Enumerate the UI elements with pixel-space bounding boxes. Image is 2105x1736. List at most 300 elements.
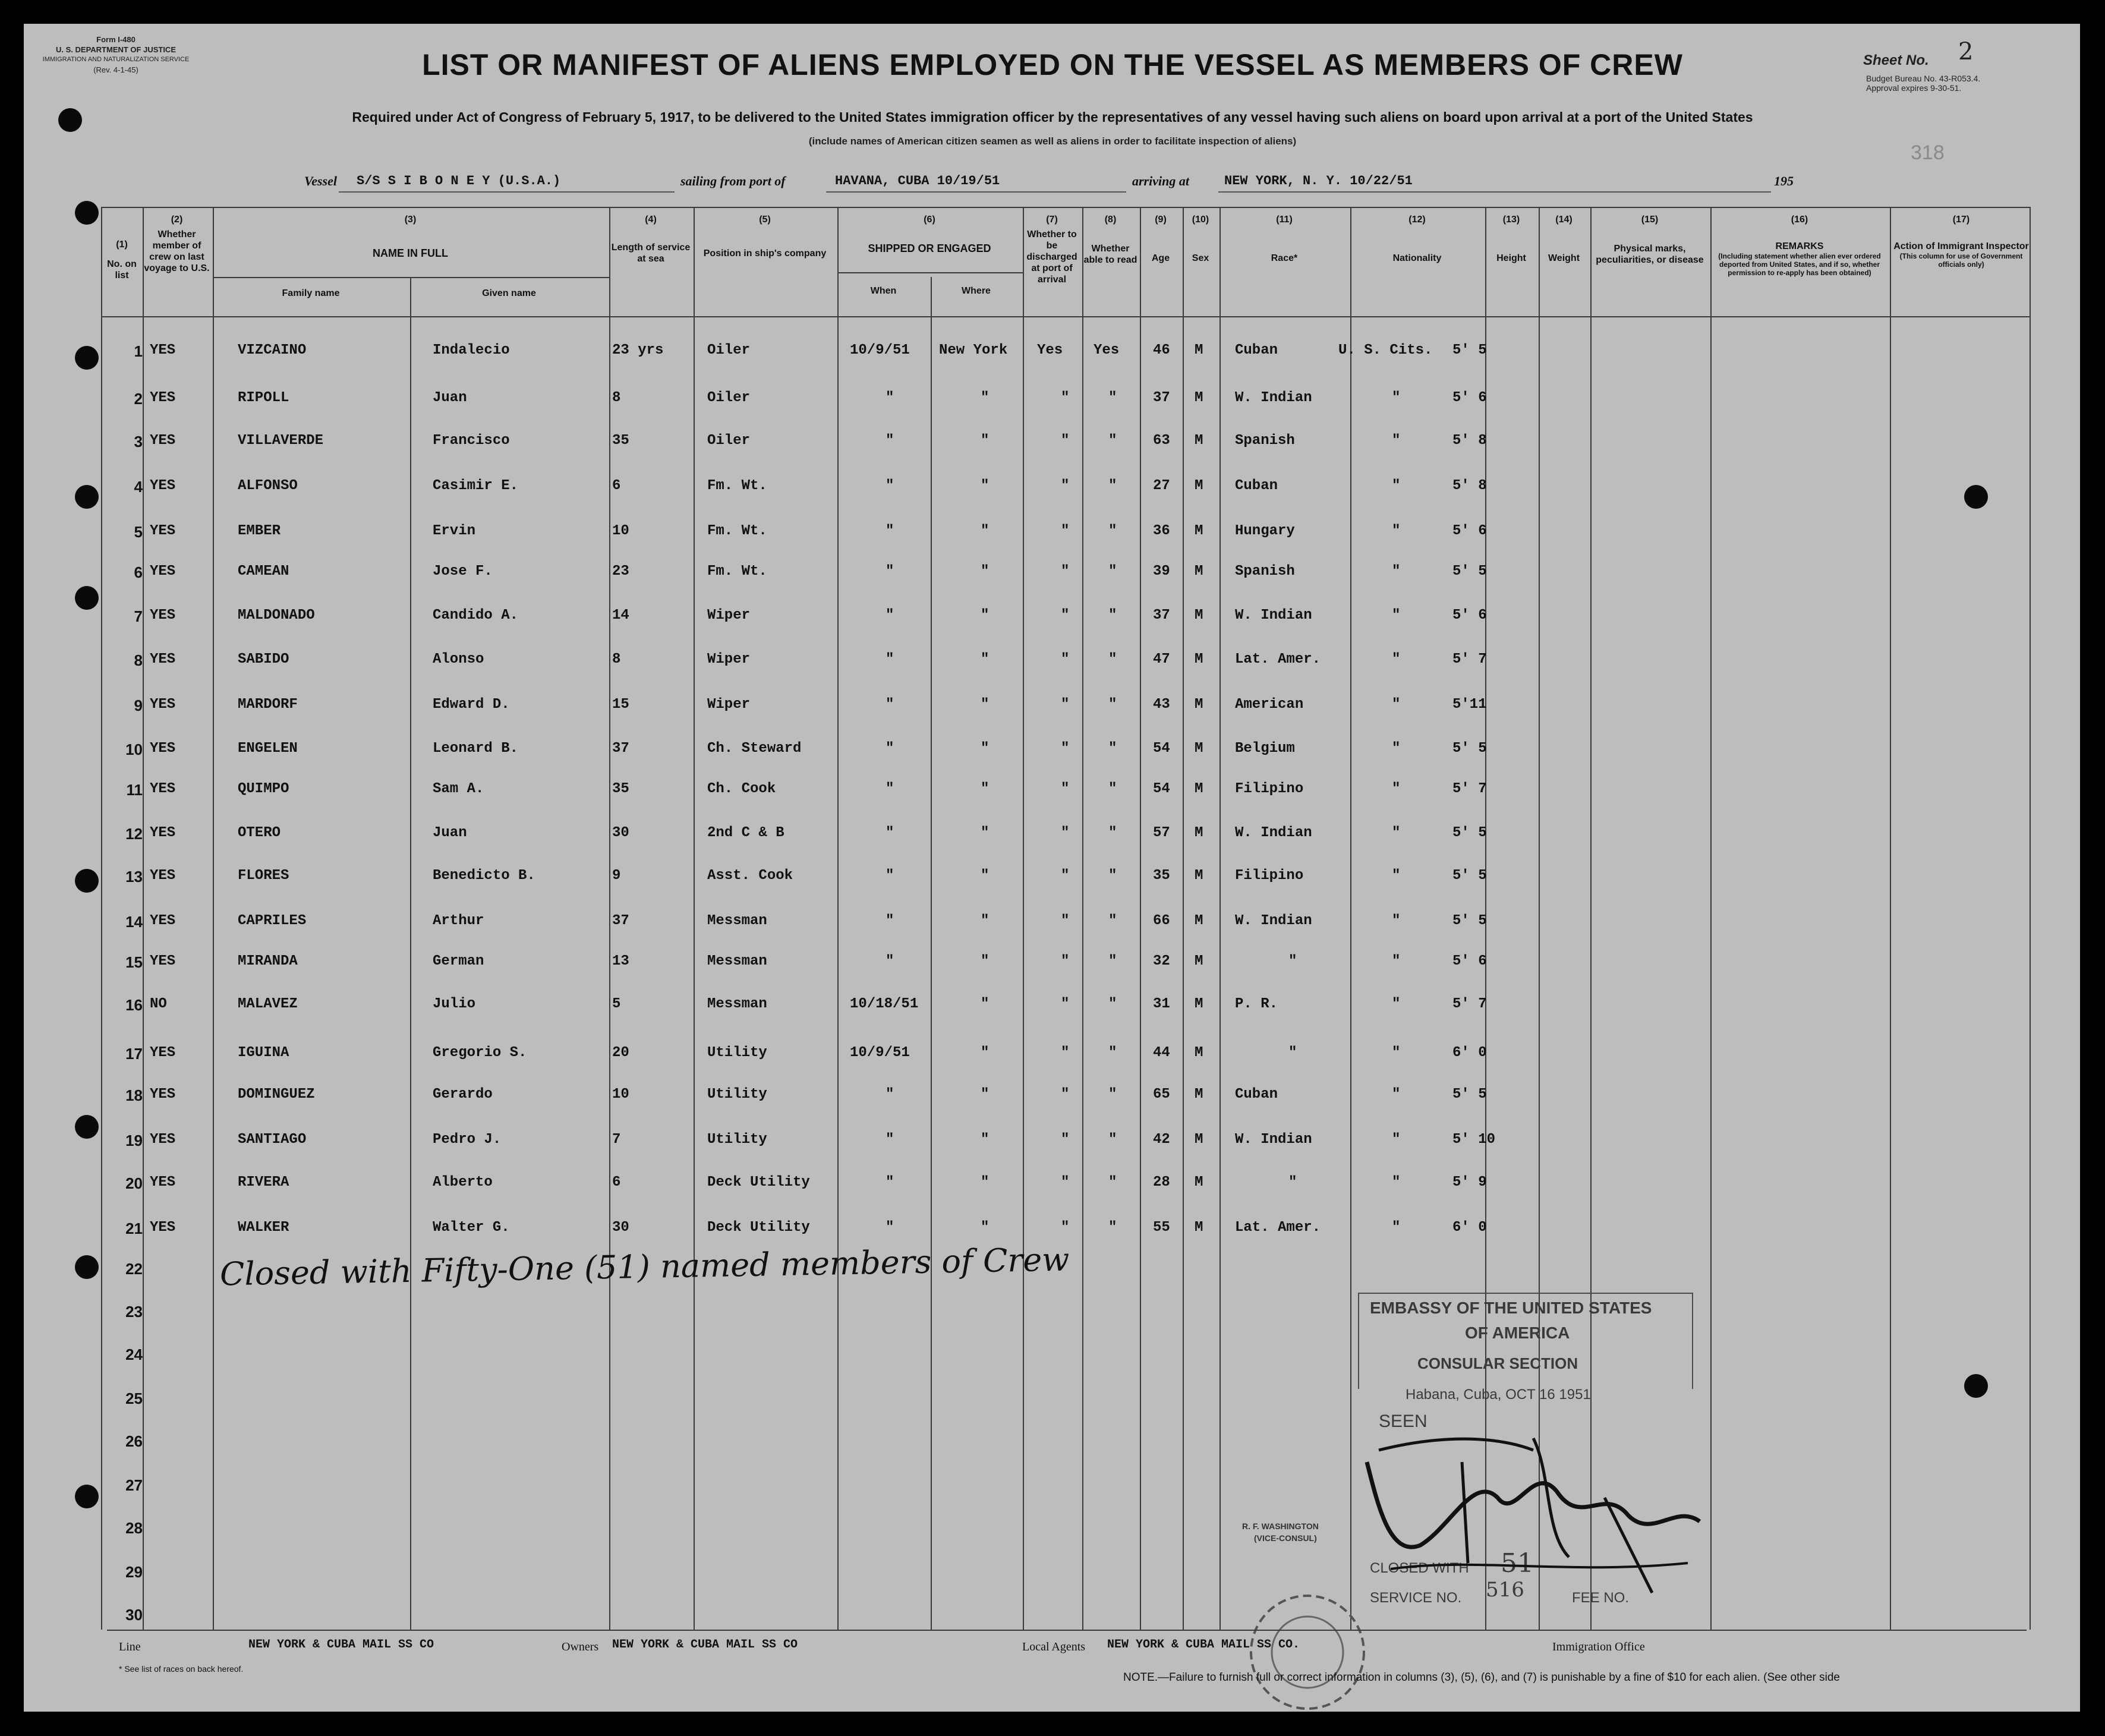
row-number: 25 — [125, 1390, 143, 1407]
punch-hole — [75, 1485, 99, 1508]
length-of-service-cell: 30 — [612, 1220, 629, 1236]
previous-voyage-cell: YES — [150, 953, 176, 969]
age-cell: 54 — [1153, 781, 1170, 797]
shipped-where-cell: " — [981, 1220, 990, 1236]
height-cell: 5' 6 — [1452, 523, 1487, 539]
family-name-cell: EMBER — [238, 523, 281, 539]
col-9-header: (9) Age — [1151, 215, 1170, 263]
punch-hole — [75, 201, 99, 225]
column-rule — [1140, 207, 1141, 1630]
shipped-when-cell: " — [886, 563, 894, 579]
col-2-header: (2) Whether member of crew on last voyage to U.S. — [144, 215, 210, 273]
height-cell: 5' 8 — [1452, 478, 1487, 494]
height-cell: 5' 10 — [1452, 1132, 1496, 1148]
age-cell: 46 — [1153, 342, 1170, 358]
table-top-rule — [101, 207, 2031, 208]
previous-voyage-cell: NO — [150, 996, 167, 1012]
nationality-cell: " — [1392, 563, 1401, 579]
race-cell: Cuban — [1235, 1086, 1278, 1102]
col-15-header: (15) Physical marks, peculiarities, or disease — [1596, 215, 1704, 265]
shipped-when-cell: " — [886, 390, 894, 406]
row-number: 11 — [126, 781, 143, 799]
given-name-cell: Indalecio — [433, 342, 510, 358]
race-cell: Filipino — [1235, 781, 1304, 797]
race-cell: Cuban — [1235, 342, 1278, 358]
previous-voyage-cell: YES — [150, 825, 176, 841]
age-cell: 28 — [1153, 1174, 1170, 1190]
nationality-cell: " — [1392, 1174, 1401, 1190]
given-name-cell: Benedicto B. — [433, 868, 535, 884]
column-rule — [694, 207, 695, 1630]
nationality-cell: " — [1392, 825, 1401, 841]
closed-with-value: 51 — [1501, 1548, 1534, 1579]
line-label: Line — [119, 1640, 141, 1653]
discharged-cell: " — [1061, 741, 1070, 757]
sex-cell: M — [1195, 781, 1203, 797]
nationality-cell: " — [1392, 1220, 1401, 1236]
row-number: 24 — [125, 1346, 143, 1363]
family-name-cell: ENGELEN — [238, 741, 298, 757]
length-of-service-cell: 23 yrs — [612, 342, 664, 358]
sex-cell: M — [1195, 478, 1203, 494]
col-1-header: (1) No. on list — [107, 240, 137, 281]
column-rule — [1710, 207, 1712, 1630]
length-of-service-cell: 37 — [612, 913, 629, 929]
given-name-cell: Candido A. — [433, 607, 519, 623]
able-to-read-cell: " — [1108, 697, 1117, 713]
office-label: Immigration Office — [1552, 1640, 1645, 1653]
discharged-cell: " — [1061, 996, 1070, 1012]
given-name-cell: Arthur — [433, 913, 484, 929]
length-of-service-cell: 10 — [612, 523, 629, 539]
row-number: 12 — [125, 825, 143, 843]
column-rule — [143, 207, 144, 1630]
given-name-cell: Sam A. — [433, 781, 484, 797]
vessel-line — [0, 174, 2105, 197]
column-rule — [1350, 207, 1351, 1630]
discharged-cell: " — [1061, 1174, 1070, 1190]
position-cell: Utility — [707, 1045, 767, 1061]
height-cell: 5' 7 — [1452, 781, 1487, 797]
shipped-where-cell: " — [981, 433, 990, 449]
length-of-service-cell: 8 — [612, 651, 621, 667]
given-name-cell: Edward D. — [433, 697, 510, 713]
stamp-line-3: CONSULAR SECTION — [1417, 1354, 1578, 1372]
sex-cell: M — [1195, 697, 1203, 713]
shipped-when-cell: " — [886, 825, 894, 841]
shipped-when-cell: " — [886, 1174, 894, 1190]
able-to-read-cell: " — [1108, 1174, 1117, 1190]
length-of-service-cell: 20 — [612, 1045, 629, 1061]
shipped-when-cell: " — [886, 741, 894, 757]
row-number: 9 — [134, 697, 143, 714]
row-number: 23 — [125, 1303, 143, 1321]
stamp-border — [1358, 1293, 1693, 1389]
sex-cell: M — [1195, 523, 1203, 539]
height-cell: 5' 5 — [1452, 913, 1487, 929]
length-of-service-cell: 30 — [612, 825, 629, 841]
column-rule — [1890, 207, 1891, 1630]
given-name-cell: Jose F. — [433, 563, 493, 579]
nationality-cell: U. S. Cits. — [1338, 342, 1433, 358]
penalty-note: NOTE.—Failure to furnish full or correct information in columns (3), (5), (6), and (7) is punishable by a fine of $10 for each alien. (See other side — [1123, 1671, 1840, 1684]
able-to-read-cell: " — [1108, 741, 1117, 757]
shipped-when-cell: " — [886, 607, 894, 623]
row-number: 10 — [125, 741, 143, 758]
service-no-label: SERVICE NO. — [1370, 1590, 1462, 1606]
position-cell: Asst. Cook — [707, 868, 793, 884]
nationality-cell: " — [1392, 781, 1401, 797]
service-name: IMMIGRATION AND NATURALIZATION SERVICE — [42, 56, 190, 63]
sex-cell: M — [1195, 390, 1203, 406]
length-of-service-cell: 5 — [612, 996, 621, 1012]
row-number: 8 — [134, 651, 143, 669]
height-cell: 5' 5 — [1452, 342, 1487, 358]
shipped-where-cell: " — [981, 741, 990, 757]
sex-cell: M — [1195, 868, 1203, 884]
able-to-read-cell: " — [1108, 1086, 1117, 1102]
col-10-header: (10) Sex — [1192, 215, 1209, 263]
column-rule — [609, 207, 610, 1630]
discharged-cell: " — [1061, 1132, 1070, 1148]
position-cell: Ch. Steward — [707, 741, 802, 757]
races-note: * See list of races on back hereof. — [119, 1664, 244, 1674]
age-cell: 54 — [1153, 741, 1170, 757]
family-name-cell: MARDORF — [238, 697, 298, 713]
able-to-read-cell: " — [1108, 523, 1117, 539]
able-to-read-cell: " — [1108, 1220, 1117, 1236]
race-cell: Filipino — [1235, 868, 1304, 884]
age-cell: 42 — [1153, 1132, 1170, 1148]
family-name-cell: RIVERA — [238, 1174, 289, 1190]
shipped-when-cell: " — [886, 523, 894, 539]
col-14-header: (14) Weight — [1548, 215, 1580, 263]
race-cell: Lat. Amer. — [1235, 651, 1321, 667]
age-cell: 37 — [1153, 607, 1170, 623]
nationality-cell: " — [1392, 741, 1401, 757]
discharged-cell: " — [1061, 1220, 1070, 1236]
stamp-line-1: EMBASSY OF THE UNITED STATES — [1370, 1299, 1652, 1317]
shipped-where-cell: " — [981, 1174, 990, 1190]
discharged-cell: " — [1061, 913, 1070, 929]
nationality-cell: " — [1392, 523, 1401, 539]
sailing-label: sailing from port of — [680, 174, 786, 188]
able-to-read-cell: " — [1108, 996, 1117, 1012]
punch-hole — [75, 869, 99, 893]
age-cell: 27 — [1153, 478, 1170, 494]
budget-number: Budget Bureau No. 43-R053.4. — [1866, 74, 1981, 83]
shipped-when-cell: " — [886, 1086, 894, 1102]
family-name-cell: MIRANDA — [238, 953, 298, 969]
discharged-cell: " — [1061, 478, 1070, 494]
nationality-cell: " — [1392, 996, 1401, 1012]
row-number: 20 — [125, 1174, 143, 1192]
where-header: Where — [962, 286, 991, 296]
discharged-cell: " — [1061, 433, 1070, 449]
footer-rule — [107, 1630, 2027, 1631]
previous-voyage-cell: YES — [150, 1220, 176, 1236]
shipped-when-cell: " — [886, 953, 894, 969]
previous-voyage-cell: YES — [150, 1174, 176, 1190]
given-name-header: Given name — [482, 288, 536, 298]
row-number: 21 — [125, 1220, 143, 1237]
shipped-when-cell: " — [886, 1132, 894, 1148]
able-to-read-cell: " — [1108, 868, 1117, 884]
age-cell: 43 — [1153, 697, 1170, 713]
height-cell: 5' 5 — [1452, 868, 1487, 884]
previous-voyage-cell: YES — [150, 697, 176, 713]
length-of-service-cell: 13 — [612, 953, 629, 969]
include-note: (include names of American citizen seamen as well as aliens in order to facilitate inspection of aliens) — [808, 136, 1297, 147]
able-to-read-cell: " — [1108, 651, 1117, 667]
row-number: 15 — [125, 953, 143, 971]
sex-cell: M — [1195, 913, 1203, 929]
height-cell: 5' 5 — [1452, 1086, 1487, 1102]
able-to-read-cell: " — [1108, 953, 1117, 969]
shipped-where-cell: " — [981, 478, 990, 494]
discharged-cell: " — [1061, 953, 1070, 969]
given-name-cell: Gregorio S. — [433, 1045, 527, 1061]
sex-cell: M — [1195, 1174, 1203, 1190]
previous-voyage-cell: YES — [150, 1045, 176, 1061]
age-cell: 44 — [1153, 1045, 1170, 1061]
shipped-when-cell: 10/9/51 — [850, 1045, 910, 1061]
family-name-cell: CAMEAN — [238, 563, 289, 579]
able-to-read-cell: " — [1108, 390, 1117, 406]
race-cell: Cuban — [1235, 478, 1278, 494]
height-cell: 5' 8 — [1452, 433, 1487, 449]
nationality-cell: " — [1392, 913, 1401, 929]
col-5-header: (5) Position in ship's company — [703, 215, 827, 259]
age-cell: 47 — [1153, 651, 1170, 667]
discharged-cell: " — [1061, 607, 1070, 623]
able-to-read-cell: " — [1108, 1132, 1117, 1148]
shipped-when-cell: " — [886, 433, 894, 449]
punch-hole — [1964, 485, 1988, 509]
position-cell: Fm. Wt. — [707, 523, 767, 539]
length-of-service-cell: 8 — [612, 390, 621, 406]
family-name-cell: IGUINA — [238, 1045, 289, 1061]
previous-voyage-cell: YES — [150, 478, 176, 494]
nationality-cell: " — [1392, 433, 1401, 449]
shipped-when-cell: " — [886, 1220, 894, 1236]
col-13-header: (13) Height — [1496, 215, 1526, 263]
discharged-cell: " — [1061, 697, 1070, 713]
row-number: 1 — [134, 342, 143, 360]
shipped-when-cell: " — [886, 478, 894, 494]
punch-hole — [75, 586, 99, 610]
sheet-number: 2 — [1958, 38, 1974, 65]
position-cell: Wiper — [707, 607, 751, 623]
height-cell: 5' 5 — [1452, 825, 1487, 841]
shipped-where-cell: " — [981, 523, 990, 539]
length-of-service-cell: 35 — [612, 433, 629, 449]
family-name-cell: SABIDO — [238, 651, 289, 667]
sex-cell: M — [1195, 651, 1203, 667]
position-cell: Oiler — [707, 433, 751, 449]
race-cell: " — [1288, 953, 1297, 969]
given-name-cell: Leonard B. — [433, 741, 519, 757]
column-rule — [837, 207, 839, 1630]
family-name-header: Family name — [282, 288, 340, 298]
column-rule — [1082, 207, 1083, 1630]
able-to-read-cell: " — [1108, 433, 1117, 449]
given-name-cell: Juan — [433, 390, 467, 406]
length-of-service-cell: 37 — [612, 741, 629, 757]
position-cell: Fm. Wt. — [707, 478, 767, 494]
shipped-where-cell: " — [981, 996, 990, 1012]
agents-value: NEW YORK & CUBA MAIL SS CO. — [1107, 1638, 1300, 1652]
discharged-cell: " — [1061, 868, 1070, 884]
race-cell: " — [1288, 1045, 1297, 1061]
previous-voyage-cell: YES — [150, 607, 176, 623]
age-cell: 55 — [1153, 1220, 1170, 1236]
previous-voyage-cell: YES — [150, 433, 176, 449]
previous-voyage-cell: YES — [150, 781, 176, 797]
height-cell: 5' 9 — [1452, 1174, 1487, 1190]
row-number: 14 — [125, 913, 143, 931]
shipped-where-cell: " — [981, 1086, 990, 1102]
row-number: 28 — [125, 1519, 143, 1537]
shipped-where-cell: " — [981, 390, 990, 406]
given-name-cell: Casimir E. — [433, 478, 519, 494]
consul-title: (VICE-CONSUL) — [1254, 1533, 1317, 1543]
discharged-cell: Yes — [1037, 342, 1063, 358]
nationality-cell: " — [1392, 607, 1401, 623]
age-cell: 32 — [1153, 953, 1170, 969]
row-number: 3 — [134, 433, 143, 450]
able-to-read-cell: " — [1108, 478, 1117, 494]
column-rule — [1183, 207, 1184, 1630]
row-number: 6 — [134, 563, 143, 581]
row-number: 4 — [134, 478, 143, 496]
row-number: 13 — [125, 868, 143, 886]
height-cell: 5' 6 — [1452, 390, 1487, 406]
length-of-service-cell: 7 — [612, 1132, 621, 1148]
family-name-cell: WALKER — [238, 1220, 289, 1236]
race-cell: Lat. Amer. — [1235, 1220, 1321, 1236]
discharged-cell: " — [1061, 825, 1070, 841]
length-of-service-cell: 15 — [612, 697, 629, 713]
row-number: 30 — [125, 1606, 143, 1624]
height-cell: 5' 5 — [1452, 563, 1487, 579]
arriving-port: NEW YORK, N. Y. 10/22/51 — [1224, 174, 1413, 188]
stamped-number: 318 — [1911, 141, 1945, 164]
arriving-label: arriving at — [1132, 174, 1189, 188]
shipped-where-cell: " — [981, 781, 990, 797]
consul-name: R. F. WASHINGTON — [1242, 1521, 1319, 1531]
shipped-where-cell: " — [981, 953, 990, 969]
age-cell: 37 — [1153, 390, 1170, 406]
position-cell: Messman — [707, 996, 767, 1012]
age-cell: 57 — [1153, 825, 1170, 841]
discharged-cell: " — [1061, 523, 1070, 539]
nationality-cell: " — [1392, 1132, 1401, 1148]
shipped-subrule — [837, 272, 1023, 273]
length-of-service-cell: 6 — [612, 478, 621, 494]
shipped-when-cell: 10/9/51 — [850, 342, 910, 358]
race-cell: W. Indian — [1235, 607, 1312, 623]
owners-label: Owners — [562, 1640, 599, 1653]
length-of-service-cell: 14 — [612, 607, 629, 623]
height-cell: 6' 0 — [1452, 1045, 1487, 1061]
punch-hole — [75, 1255, 99, 1279]
col-3-header: (3) NAME IN FULL — [373, 215, 448, 259]
race-cell: W. Indian — [1235, 390, 1312, 406]
row-number: 2 — [134, 390, 143, 408]
line-value: NEW YORK & CUBA MAIL SS CO — [248, 1638, 434, 1652]
sex-cell: M — [1195, 1132, 1203, 1148]
stamp-line-2: OF AMERICA — [1465, 1324, 1570, 1342]
previous-voyage-cell: YES — [150, 651, 176, 667]
requirement-text: Required under Act of Congress of February 5, 1917, to be delivered to the United States immigration officer by the representatives of any vessel having such aliens on board upon arrival at a port of the United States — [352, 109, 1753, 125]
able-to-read-cell: " — [1108, 1045, 1117, 1061]
race-cell: Belgium — [1235, 741, 1295, 757]
row-number: 5 — [134, 523, 143, 541]
row-number: 27 — [125, 1476, 143, 1494]
col-16-header: (16) REMARKS (Including statement whether alien ever ordered deported from United States, and if so, whether permission to re-apply has been obtained) — [1718, 215, 1881, 277]
family-name-cell: DOMINGUEZ — [238, 1086, 315, 1102]
col-12-header: (12) Nationality — [1392, 215, 1442, 263]
vessel-name: S/S S I B O N E Y (U.S.A.) — [357, 174, 561, 188]
sex-cell: M — [1195, 953, 1203, 969]
nationality-cell: " — [1392, 390, 1401, 406]
sailing-port: HAVANA, CUBA 10/19/51 — [835, 174, 1000, 188]
approval-expiry: Approval expires 9-30-51. — [1866, 83, 1962, 93]
col-17-header: (17) Action of Immigrant Inspector (This column for use of Government officials only) — [1893, 215, 2029, 269]
able-to-read-cell: Yes — [1094, 342, 1120, 358]
length-of-service-cell: 10 — [612, 1086, 629, 1102]
length-of-service-cell: 35 — [612, 781, 629, 797]
height-cell: 5' 7 — [1452, 996, 1487, 1012]
position-cell: Wiper — [707, 697, 751, 713]
able-to-read-cell: " — [1108, 781, 1117, 797]
punch-hole — [75, 346, 99, 370]
row-number: 7 — [134, 607, 143, 625]
sex-cell: M — [1195, 1086, 1203, 1102]
column-rule — [101, 207, 102, 1630]
position-cell: Fm. Wt. — [707, 563, 767, 579]
family-name-cell: OTERO — [238, 825, 281, 841]
row-number: 18 — [125, 1086, 143, 1104]
previous-voyage-cell: YES — [150, 741, 176, 757]
family-name-cell: QUIMPO — [238, 781, 289, 797]
shipped-where-cell: " — [981, 913, 990, 929]
owners-value: NEW YORK & CUBA MAIL SS CO — [612, 1638, 798, 1652]
column-rule — [410, 277, 411, 1630]
nationality-cell: " — [1392, 1045, 1401, 1061]
height-cell: 5' 5 — [1452, 741, 1487, 757]
discharged-cell: " — [1061, 651, 1070, 667]
position-cell: Utility — [707, 1086, 767, 1102]
length-of-service-cell: 23 — [612, 563, 629, 579]
position-cell: Messman — [707, 953, 767, 969]
name-subrule — [213, 277, 609, 278]
race-cell: W. Indian — [1235, 1132, 1312, 1148]
stamp-line-4: Habana, Cuba, OCT 16 1951 — [1406, 1387, 1591, 1403]
previous-voyage-cell: YES — [150, 868, 176, 884]
given-name-cell: Julio — [433, 996, 476, 1012]
discharged-cell: " — [1061, 1086, 1070, 1102]
position-cell: Oiler — [707, 342, 751, 358]
race-cell: " — [1288, 1174, 1297, 1190]
previous-voyage-cell: YES — [150, 1132, 176, 1148]
form-title: LIST OR MANIFEST OF ALIENS EMPLOYED ON THE VESSEL AS MEMBERS OF CREW — [422, 48, 1683, 81]
height-cell: 5' 6 — [1452, 607, 1487, 623]
age-cell: 31 — [1153, 996, 1170, 1012]
race-cell: Spanish — [1235, 563, 1295, 579]
punch-hole — [75, 1115, 99, 1139]
